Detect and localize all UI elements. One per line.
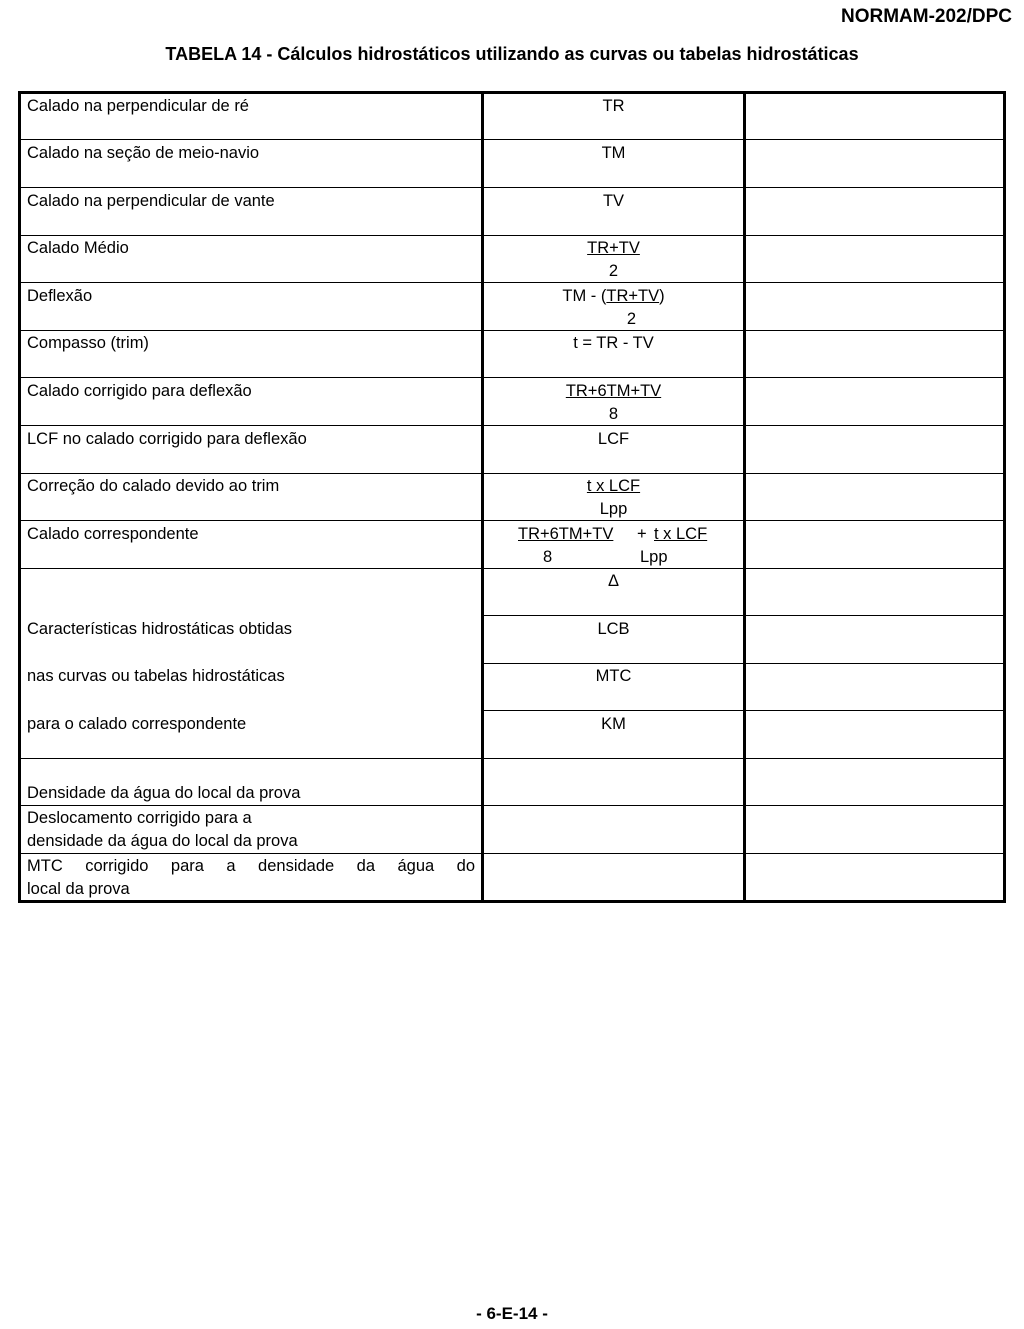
formula: LCB [597,620,630,638]
hydro-label-line: nas curvas ou tabelas hidrostáticas [27,667,285,685]
denominator: 2 [626,310,637,328]
row-label: Deflexão [27,287,93,305]
row-label-line: Deslocamento corrigido para a [27,809,252,827]
formula: TM [601,144,626,162]
row-label [27,807,298,853]
row-label: Correção do calado devido ao trim [27,477,280,495]
table-title: TABELA 14 - Cálculos hidrostáticos utilizando as curvas ou tabelas hidrostáticas [165,44,859,64]
formula: KM [601,715,626,733]
denominator: Lpp [599,500,628,518]
numerator: TR+TV [587,239,640,257]
row-divider [484,663,1003,664]
row-divider [484,710,1003,711]
row-label [27,855,475,901]
row-label: Compasso (trim) [27,334,149,352]
row-label: Calado na seção de meio-navio [27,144,260,162]
row-divider [21,853,1003,854]
formula-fraction [484,285,743,331]
page-number: - 6-E-14 - [476,1304,548,1323]
formula: t = TR - TV [573,334,654,352]
numerator: t x LCF [586,477,641,495]
denominator: 2 [608,262,619,280]
numerator: TR+6TM+TV [565,382,662,400]
row-divider [21,473,1003,474]
formula: LCF [597,430,630,448]
document-code: NORMAM-202/DPC [840,6,1012,27]
numerator: TR+TV [606,287,660,305]
row-divider [21,187,1003,188]
hydro-label-line: Características hidrostáticas obtidas [27,620,293,638]
row-label: Calado na perpendicular de ré [27,97,249,115]
formula-fraction [484,380,743,426]
hydrostatic-table [18,91,1006,903]
row-label-line: local da prova [27,880,130,898]
column-divider [743,94,746,900]
formula-prefix: TM - ( [562,287,607,305]
row-label: Calado Médio [27,239,129,257]
row-divider [21,235,1003,236]
row-label: LCF no calado corrigido para deflexão [27,430,307,448]
row-divider [21,805,1003,806]
formula-fraction [484,237,743,283]
row-divider [21,758,1003,759]
formula-suffix: ) [659,287,665,305]
hydro-label-line: para o calado correspondente [27,715,247,733]
row-divider [21,377,1003,378]
row-divider [484,615,1003,616]
formula-fraction [484,475,743,521]
row-label-line: densidade da água do local da prova [27,832,298,850]
row-label: Densidade da água do local da prova [27,784,301,802]
row-label: Calado na perpendicular de vante [27,192,275,210]
row-label: Calado correspondente [27,525,199,543]
delta-symbol: Δ [607,572,620,590]
numerator: TR+6TM+TV [518,525,614,543]
numerator: t x LCF [654,525,708,543]
row-label-line: MTC corrigido para a densidade da água do [27,857,475,875]
formula: TV [602,192,625,210]
row-divider [21,568,1003,569]
plus-sign: + [637,525,647,543]
formula: TR [602,97,625,115]
denominator: 8 [543,548,553,566]
row-label: Calado corrigido para deflexão [27,382,252,400]
denominator: 8 [608,405,619,423]
row-divider [21,139,1003,140]
denominator: Lpp [640,548,668,566]
formula: MTC [595,667,632,685]
